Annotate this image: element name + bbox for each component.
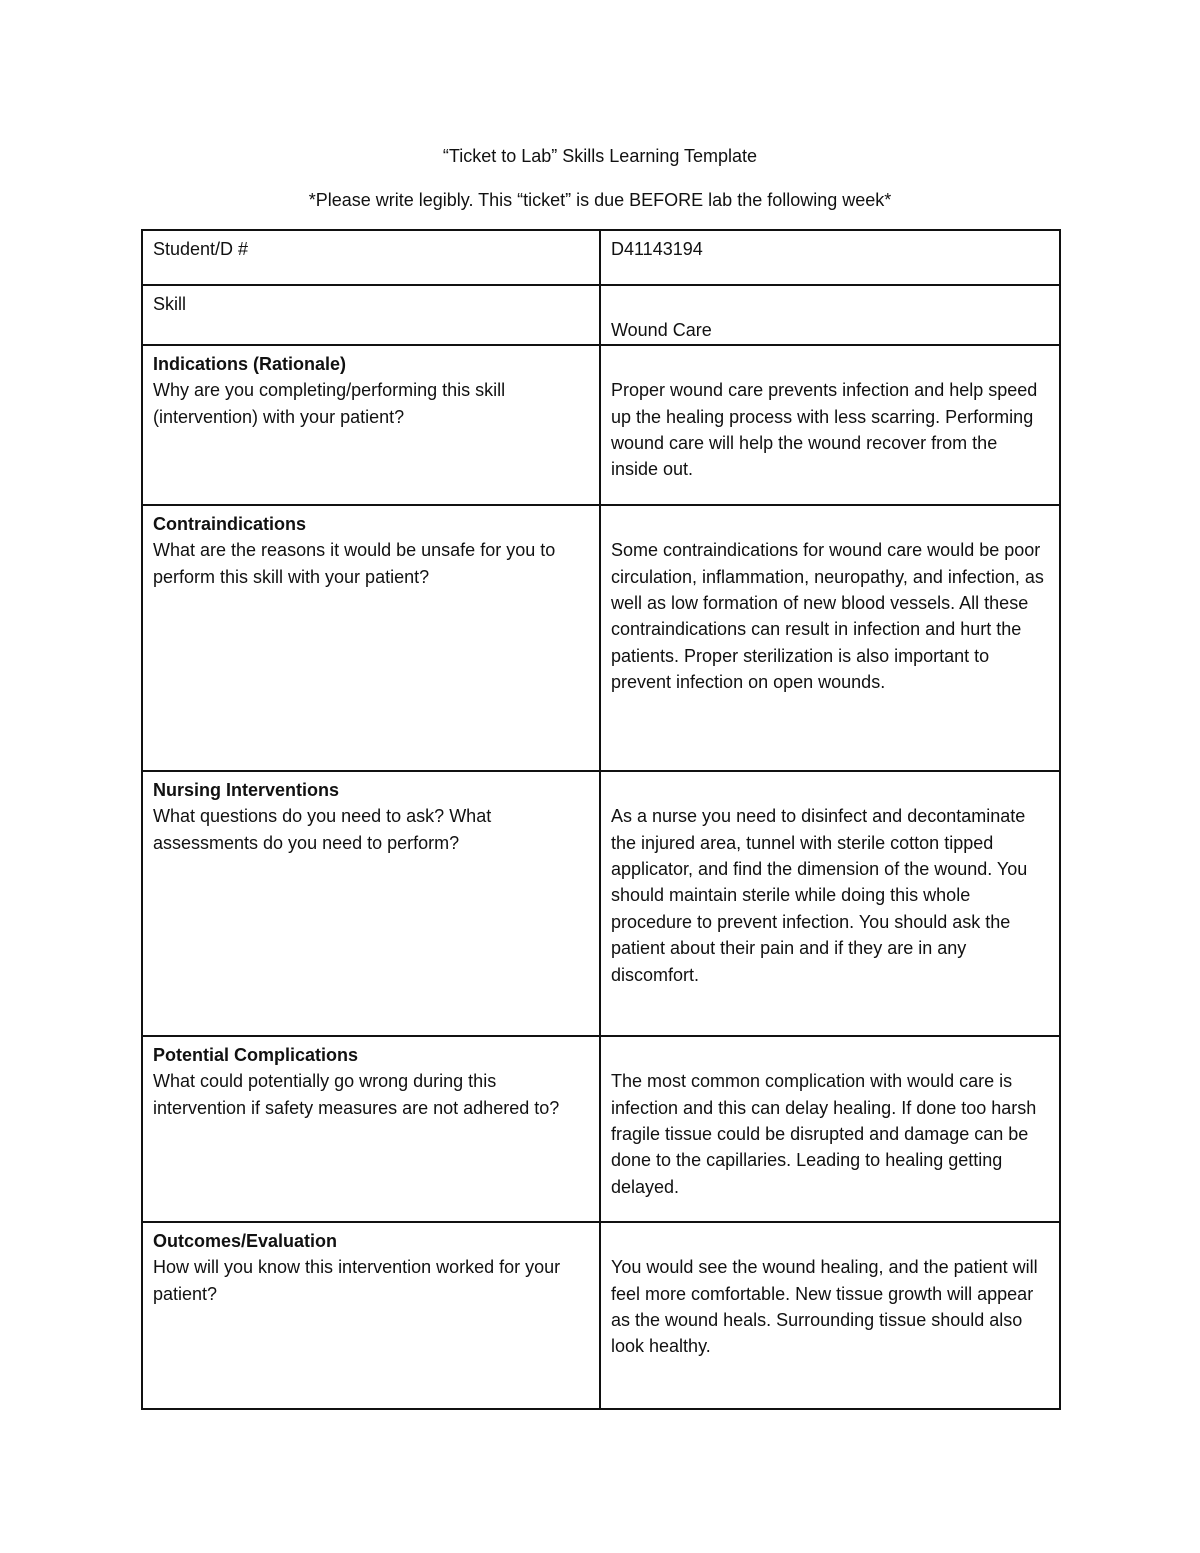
table-row-contraindications	[142, 505, 1060, 771]
indications-answer-cell[interactable]	[600, 345, 1060, 505]
table-row-potential-complications	[142, 1036, 1060, 1222]
contraindications-answer: Some contraindications for wound care would be poor circulation, inflammation, neuropathy, and infection, as well as low formation of new blood vessels. All these contraindications can result in infection and hurt the patients. Proper sterilization is also important to prevent infection on open wounds.	[611, 540, 1044, 693]
nursing-interventions-answer: As a nurse you need to disinfect and decontaminate the injured area, tunnel with sterile cotton tipped applicator, and find the dimension of the wound. You should maintain sterile while doing this whole procedure to prevent infection. You should ask the patient about their pain and if they are in any discomfort.	[611, 806, 1028, 985]
outcomes-answer-cell[interactable]	[600, 1222, 1060, 1409]
table-row-nursing-interventions	[142, 771, 1060, 1036]
skill-value-cell[interactable]	[600, 285, 1060, 345]
nursing-interventions-answer-cell[interactable]	[600, 771, 1060, 1036]
outcomes-prompt-cell	[142, 1222, 600, 1409]
student-label-cell	[142, 230, 600, 285]
document-subtitle: *Please write legibly. This “ticket” is due BEFORE lab the following week*	[308, 190, 892, 210]
contraindications-question: What are the reasons it would be unsafe for you to perform this skill with your patient?	[153, 540, 556, 587]
table-row-outcomes	[142, 1222, 1060, 1409]
indications-prompt-cell	[142, 345, 600, 505]
potential-complications-answer-cell[interactable]	[600, 1036, 1060, 1222]
skill-value: Wound Care	[611, 320, 712, 341]
potential-complications-prompt-cell	[142, 1036, 600, 1222]
nursing-interventions-prompt-cell	[142, 771, 600, 1036]
table-row-indications	[142, 345, 1060, 505]
potential-complications-answer: The most common complication with would care is infection and this can delay healing. If done too harsh fragile tissue could be disrupted and damage can be done to the capillaries. Leading to healing getting delayed.	[611, 1071, 1037, 1197]
nursing-interventions-heading: Nursing Interventions	[153, 779, 340, 800]
document-title: “Ticket to Lab” Skills Learning Template	[442, 146, 758, 166]
skill-label: Skill	[153, 294, 187, 314]
outcomes-question: How will you know this intervention worked for your patient?	[153, 1257, 561, 1304]
student-id-value: D41143194	[611, 239, 703, 259]
contraindications-prompt-cell	[142, 505, 600, 771]
outcomes-answer: You would see the wound healing, and the patient will feel more comfortable. New tissue growth will appear as the wound heals. Surrounding tissue should also look healthy.	[611, 1257, 1038, 1357]
nursing-interventions-question: What questions do you need to ask? What assessments do you need to perform?	[153, 806, 492, 853]
table-row-student	[142, 230, 1060, 285]
potential-complications-heading: Potential Complications	[153, 1044, 359, 1065]
contraindications-answer-cell[interactable]	[600, 505, 1060, 771]
indications-answer: Proper wound care prevents infection and help speed up the healing process with less scarring. Performing wound care will help the wound recover from the inside out.	[611, 380, 1038, 480]
ticket-table	[141, 229, 1061, 1410]
outcomes-heading: Outcomes/Evaluation	[153, 1230, 338, 1251]
table-row-skill	[142, 285, 1060, 345]
contraindications-heading: Contraindications	[153, 513, 307, 534]
indications-heading: Indications (Rationale)	[153, 353, 347, 374]
skill-label-cell	[142, 285, 600, 345]
student-label: Student/D #	[153, 239, 249, 259]
potential-complications-question: What could potentially go wrong during this intervention if safety measures are not adhered to?	[153, 1071, 560, 1118]
indications-question: Why are you completing/performing this skill (intervention) with your patient?	[153, 380, 506, 427]
student-value-cell[interactable]	[600, 230, 1060, 285]
